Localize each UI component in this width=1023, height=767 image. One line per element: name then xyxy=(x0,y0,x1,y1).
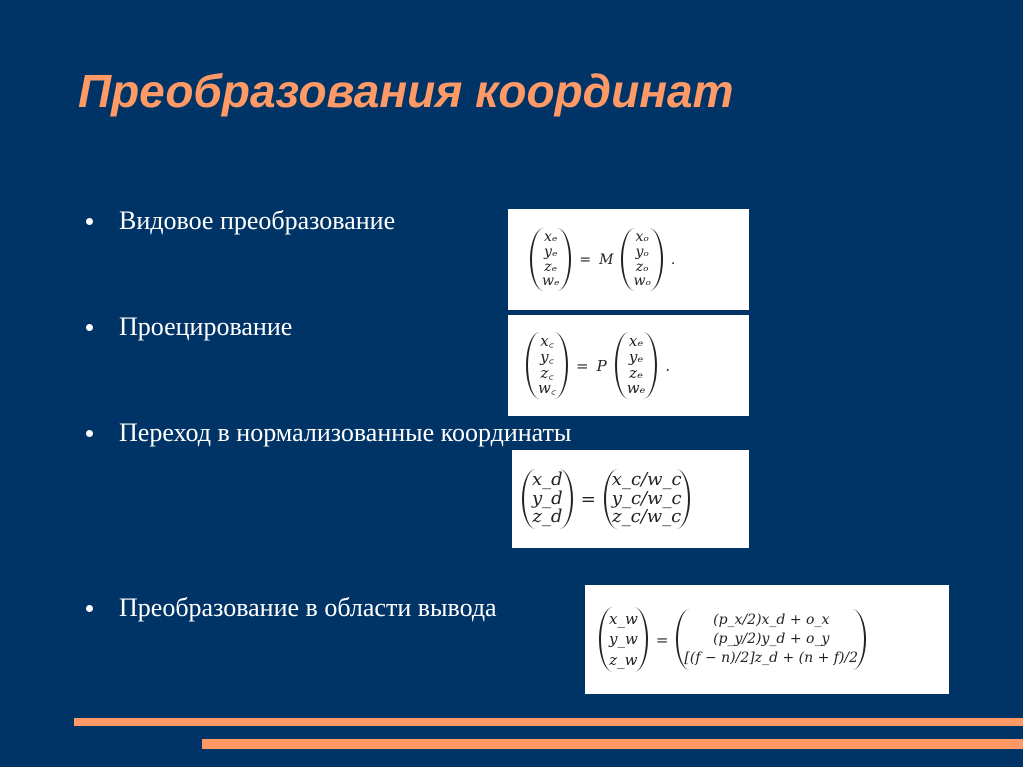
period: . xyxy=(670,251,676,268)
bullet-label: Проецирование xyxy=(119,312,293,341)
bullet-dot-icon xyxy=(86,605,93,612)
bullet-ndc xyxy=(86,418,571,448)
decor-line-top xyxy=(74,718,1023,726)
bullet-view-transform xyxy=(86,206,395,236)
equals-sign: = xyxy=(580,488,596,510)
vector-divided: x_c/w_c y_c/w_c z_c/w_c xyxy=(604,469,690,530)
equals-sign: = xyxy=(579,251,592,268)
bullet-projection xyxy=(86,312,292,342)
bullet-dot-icon xyxy=(86,430,93,437)
vector-object: xₒ yₒ zₒ wₒ xyxy=(621,228,662,291)
vector-eye: xₑ yₑ zₑ wₑ xyxy=(530,228,571,291)
vector-eye: xₑ yₑ zₑ wₑ xyxy=(615,332,658,399)
formula-view-transform xyxy=(508,209,749,310)
vector-ndc: x_d y_d z_d xyxy=(522,469,573,530)
period: . xyxy=(665,356,671,375)
bullet-label: Переход в нормализованные координаты xyxy=(119,418,572,447)
decor-line-bottom xyxy=(202,739,1023,749)
bullet-label: Преобразование в области вывода xyxy=(119,593,497,622)
vector-clip: x꜀ y꜀ z꜀ w꜀ xyxy=(526,332,568,399)
bullet-label: Видовое преобразование xyxy=(119,206,396,235)
matrix-p: P xyxy=(596,356,607,375)
formula-ndc xyxy=(512,450,749,548)
equals-sign: = xyxy=(655,630,669,649)
vector-window: x_w y_w z_w xyxy=(599,607,648,672)
vector-viewport-expr: (p_x/2)x_d + o_x (p_y/2)y_d + o_y [(f − n)/2]z_d + (n + f)/2 xyxy=(676,609,866,670)
bullet-dot-icon xyxy=(86,218,93,225)
equals-sign: = xyxy=(576,356,589,375)
formula-viewport xyxy=(585,585,949,694)
bullet-dot-icon xyxy=(86,324,93,331)
formula-projection xyxy=(508,315,749,416)
bullet-viewport xyxy=(86,593,497,623)
matrix-m: M xyxy=(599,251,614,268)
slide-title: Преобразования координат xyxy=(78,65,734,117)
